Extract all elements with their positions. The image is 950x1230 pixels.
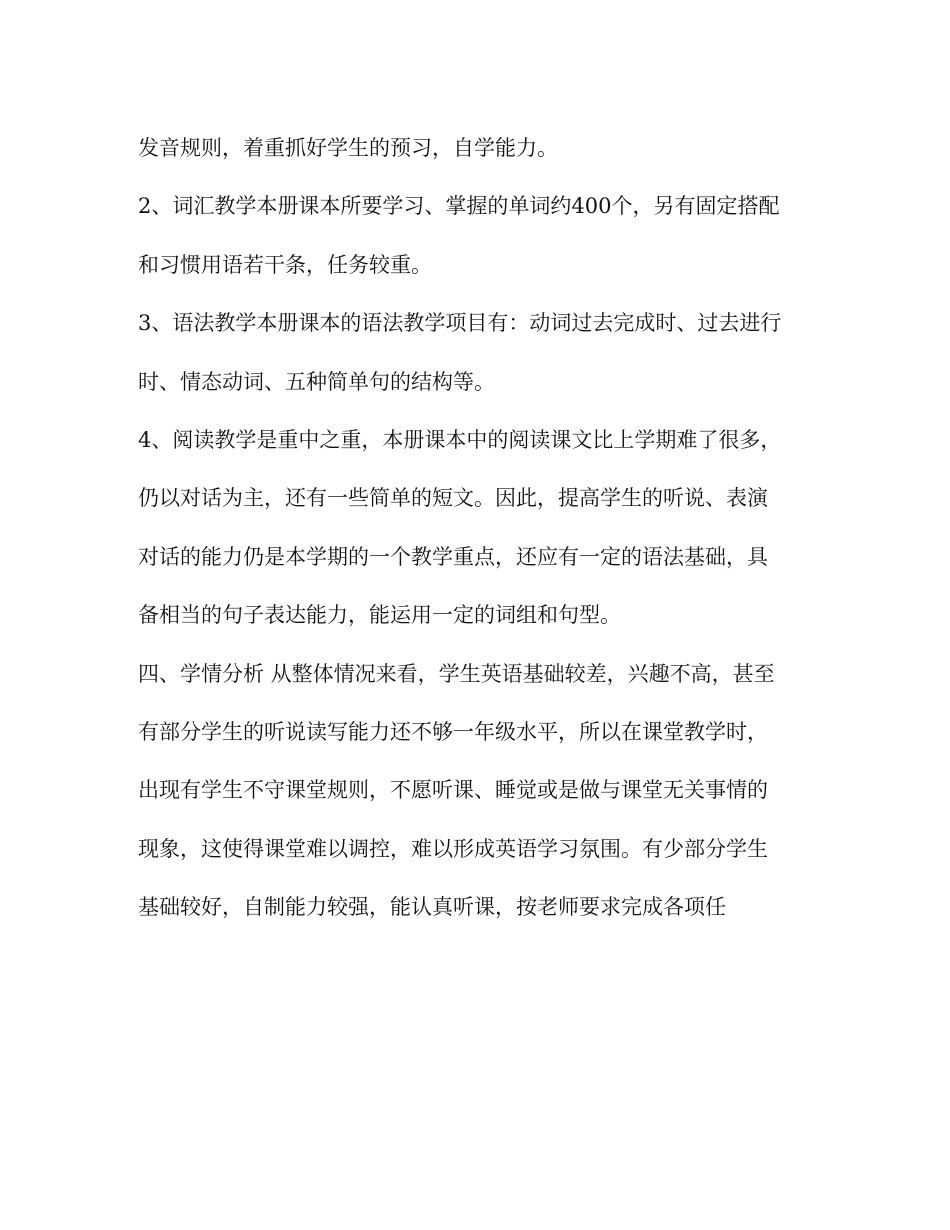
text-line: 和习惯用语若干条，任务较重。: [138, 252, 432, 277]
body-text: [138, 119, 818, 936]
text-line: 出现有学生不守课堂规则，不愿听课、睡觉或是做与课堂无关事情的: [138, 778, 768, 803]
text-line: 备相当的句子表达能力，能运用一定的词组和句型。: [138, 603, 621, 628]
text-line: 4、阅读教学是重中之重，本册课本中的阅读课文比上学期难了很多，: [138, 427, 782, 452]
text-line: 有部分学生的听说读写能力还不够一年级水平，所以在课堂教学时，: [138, 719, 768, 744]
text-line: 发音规则，着重抓好学生的预习，自学能力。: [138, 136, 558, 160]
text-line: 基础较好，自制能力较强，能认真听课，按老师要求完成各项任: [138, 895, 726, 920]
text-line: 时、情态动词、五种简单句的结构等。: [138, 369, 495, 394]
text-line: 3、语法教学本册课本的语法教学项目有：动词过去完成时、过去进行: [138, 311, 782, 336]
text-line: 对话的能力仍是本学期的一个教学重点，还应有一定的语法基础，具: [138, 544, 768, 569]
text-line: 2、词汇教学本册课本所要学习、掌握的单词约400个，另有固定搭配: [138, 194, 780, 219]
text-line: 四、学情分析 从整体情况来看，学生英语基础较差，兴趣不高，甚至: [138, 661, 775, 686]
text-line: 现象，这使得课堂难以调控，难以形成英语学习氛围。有少部分学生: [138, 836, 768, 861]
text-line: 仍以对话为主，还有一些简单的短文。因此，提高学生的听说、表演: [138, 486, 768, 511]
